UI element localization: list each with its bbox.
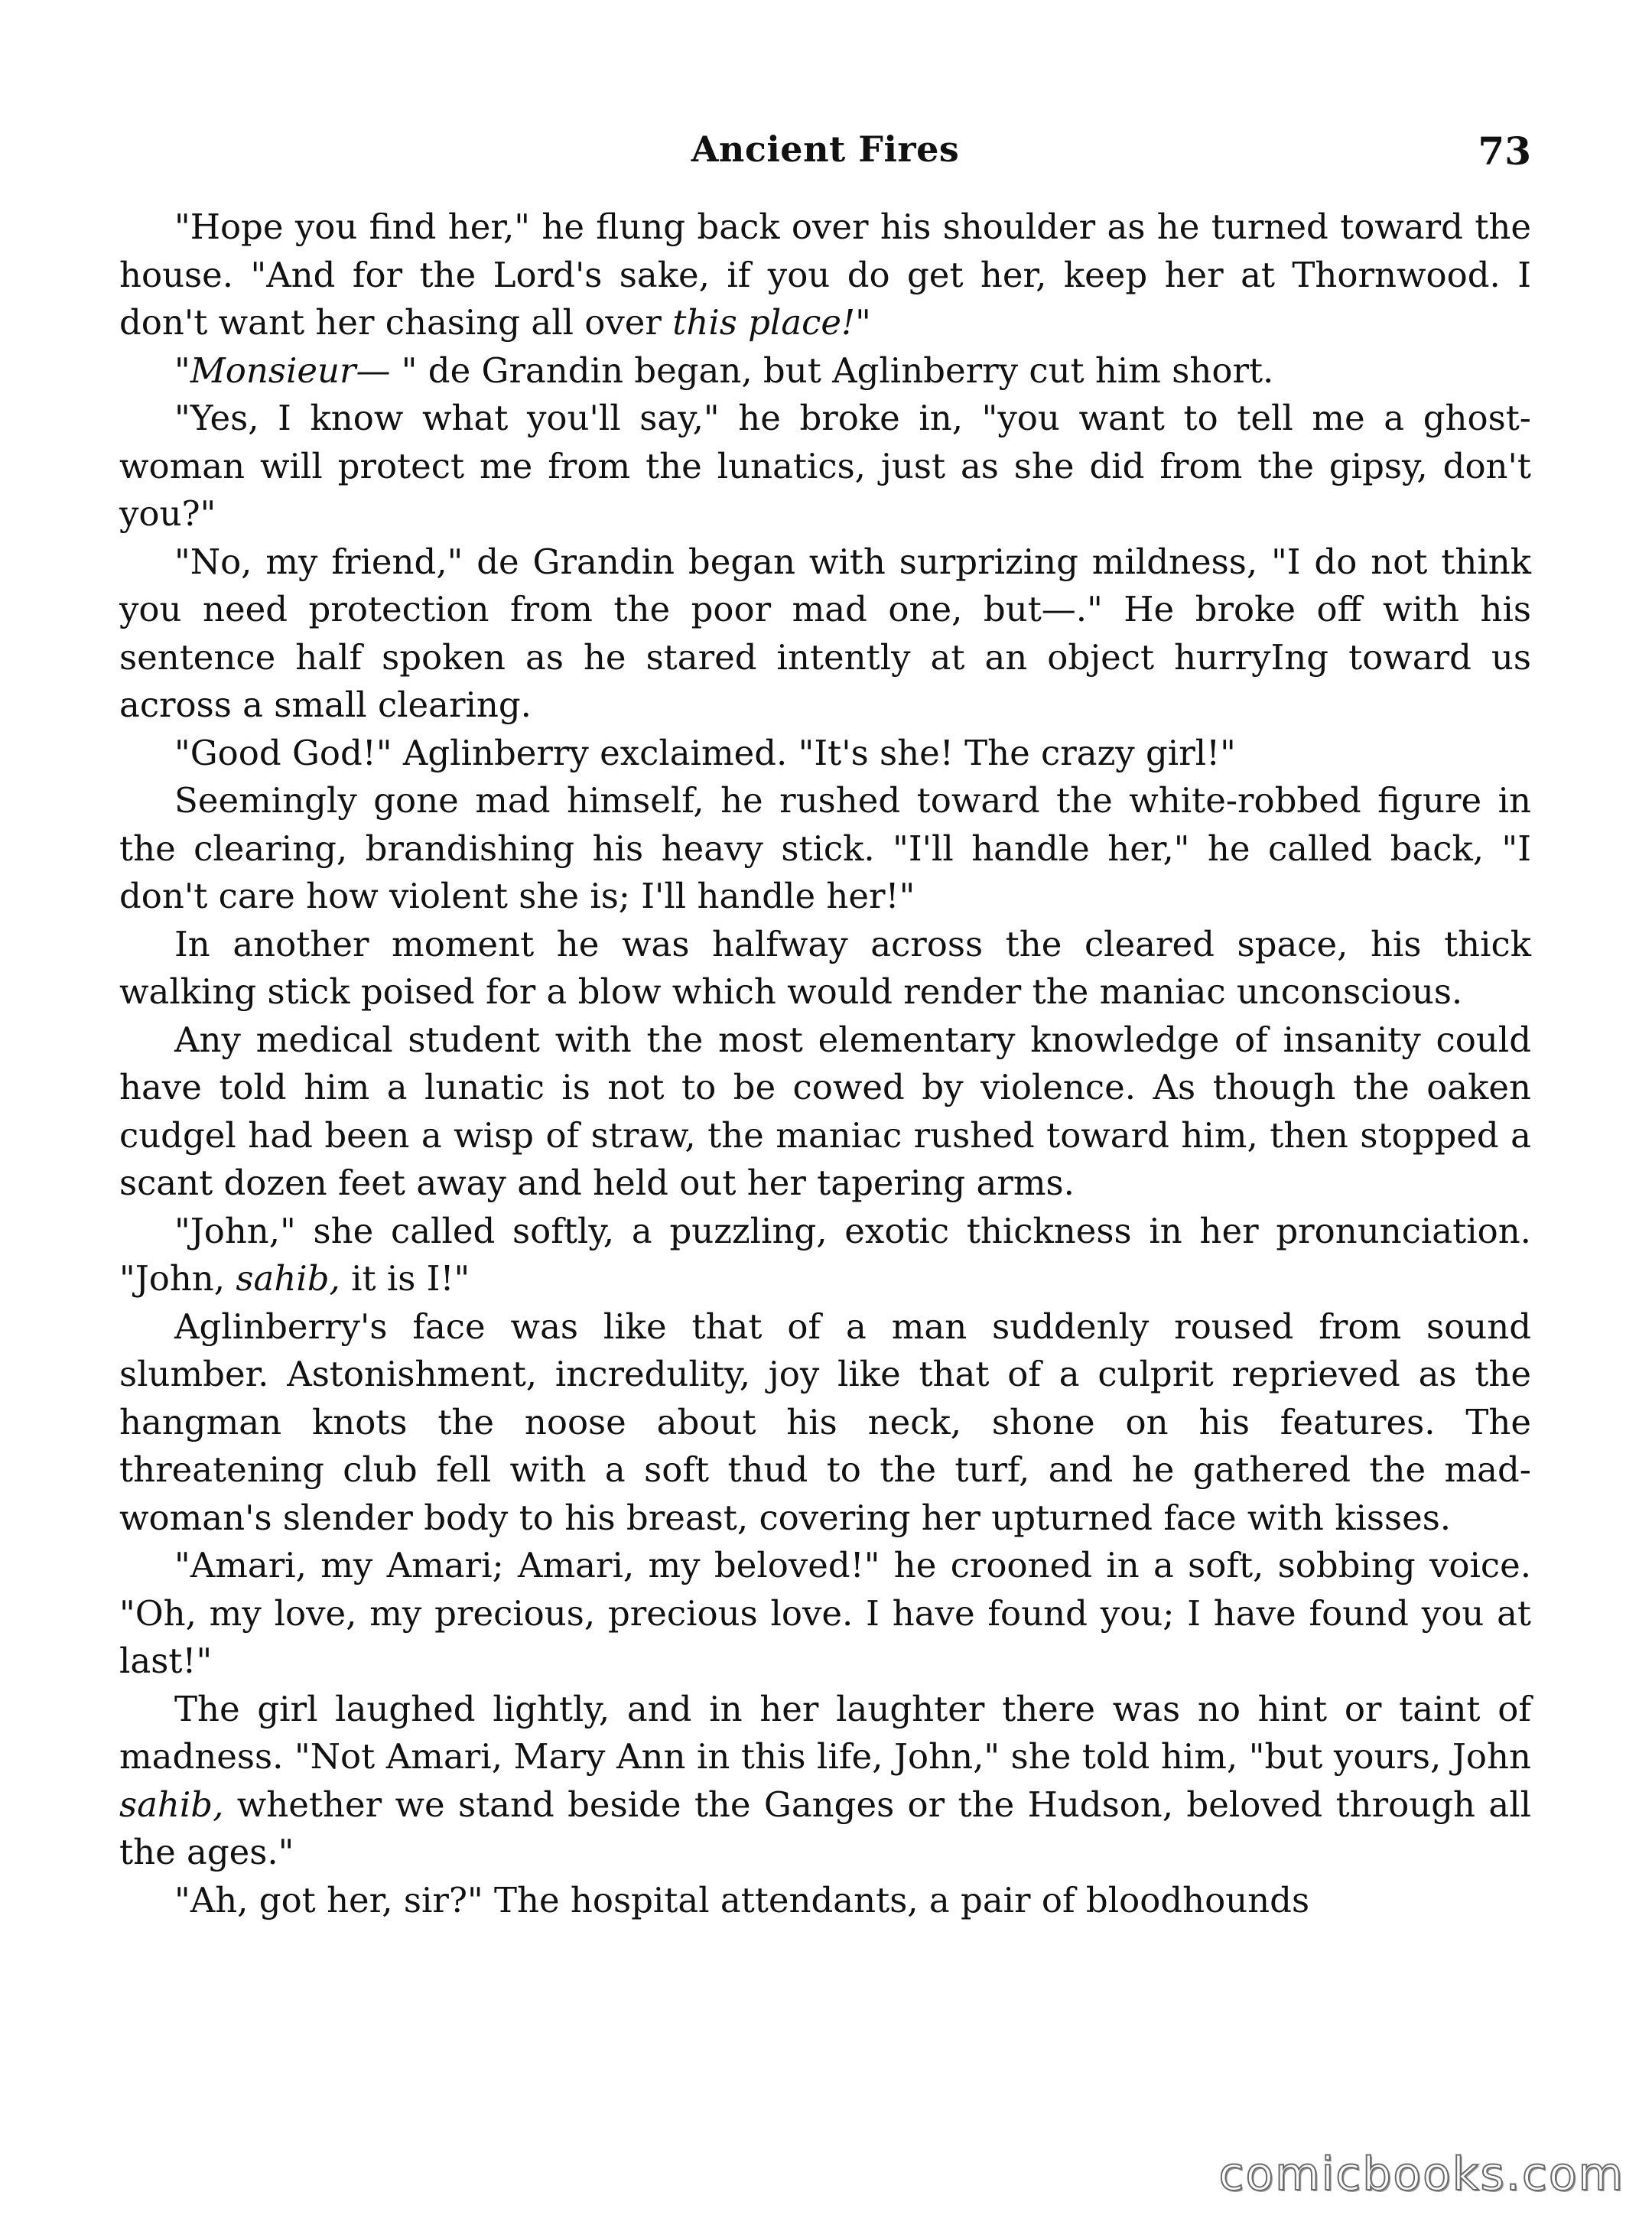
paragraph bbox=[119, 730, 1531, 778]
text-run: In another moment he was halfway across the cleared space, his thick walking stick poised for a blow which would render the maniac unconscious. bbox=[119, 923, 1531, 1012]
paragraph bbox=[119, 1208, 1531, 1303]
text-run: The girl laughed lightly, and in her laughter there was no hint or taint of madness. "Not Amari, Mary Ann in this life, John," she told him, "but yours, John bbox=[119, 1688, 1531, 1777]
text-run: it is I!" bbox=[340, 1258, 470, 1299]
paragraph bbox=[119, 777, 1531, 921]
text-run: "No, my friend," de Grandin began with surprizing mildness, "I do not think you need protection from the poor mad one, but—." He broke off with his sentence half spoken as he stared intently at an object hurryIng toward us across a small clearing. bbox=[119, 541, 1531, 725]
body-text bbox=[119, 203, 1531, 1924]
text-run: "Good God!" Aglinberry exclaimed. "It's she! The crazy girl!" bbox=[174, 732, 1236, 773]
italic-text: sahib, bbox=[236, 1258, 340, 1299]
paragraph bbox=[119, 347, 1531, 395]
paragraph bbox=[119, 1542, 1531, 1686]
paragraph bbox=[119, 1686, 1531, 1877]
paragraph bbox=[119, 395, 1531, 538]
paragraph bbox=[119, 538, 1531, 730]
paragraph bbox=[119, 921, 1531, 1016]
paragraph bbox=[119, 1303, 1531, 1543]
watermark-text: comicbooks.com bbox=[1218, 2148, 1624, 2201]
running-title: Ancient Fires bbox=[691, 128, 960, 170]
text-run: "Ah, got her, sir?" The hospital attendants, a pair of bloodhounds bbox=[174, 1879, 1310, 1920]
text-run: Seemingly gone mad himself, he rushed toward the white-robbed figure in the clearing, brandishing his heavy stick. "I'll handle her," he called back, "I don't care how violent she is; I'll handle her!" bbox=[119, 780, 1531, 916]
text-run: Aglinberry's face was like that of a man suddenly roused from sound slumber. Astonishment, incredulity, joy like that of a culprit reprieved as the hangman knots the noose about his neck, shone on his features. The threatening club fell with a soft thud to the turf, and he gathered the mad-woman's slender body to his breast, covering her upturned face with kisses. bbox=[119, 1306, 1531, 1538]
text-run: whether we stand beside the Ganges or the Hudson, beloved through all the ages." bbox=[119, 1784, 1531, 1872]
paragraph bbox=[119, 203, 1531, 347]
page-header bbox=[119, 128, 1531, 182]
text-run: "Hope you find her," he flung back over his shoulder as he turned toward the house. "And for the Lord's sake, if you do get her, keep her at Thornwood. I don't want her chasing all over bbox=[119, 207, 1531, 343]
text-run: de Grandin began, but Aglinberry cut him short. bbox=[417, 350, 1274, 391]
paragraph bbox=[119, 1016, 1531, 1208]
text-run: "Amari, my Amari; Amari, my beloved!" he crooned in a soft, sobbing voice. "Oh, my love, my precious, precious love. I have found you; I have found you at last!" bbox=[119, 1545, 1531, 1681]
italic-text: "Monsieur— " bbox=[174, 350, 418, 391]
italic-text: this place!" bbox=[672, 302, 871, 343]
text-run: "John," she called softly, a puzzling, exotic thickness in her pronunciation. "John, bbox=[119, 1210, 1531, 1299]
text-run: Any medical student with the most elementary knowledge of insanity could have told him a lunatic is not to be cowed by violence. As though the oaken cudgel had been a wisp of straw, the maniac rushed toward him, then stopped a scant dozen feet away and held out her tapering arms. bbox=[119, 1019, 1531, 1203]
italic-text: sahib, bbox=[119, 1784, 224, 1825]
text-run: "Yes, I know what you'll say," he broke in, "you want to tell me a ghost-woman will protect me from the lunatics, just as she did from the gipsy, don't you?" bbox=[119, 398, 1531, 534]
page-number: 73 bbox=[1478, 128, 1531, 174]
paragraph bbox=[119, 1877, 1531, 1925]
